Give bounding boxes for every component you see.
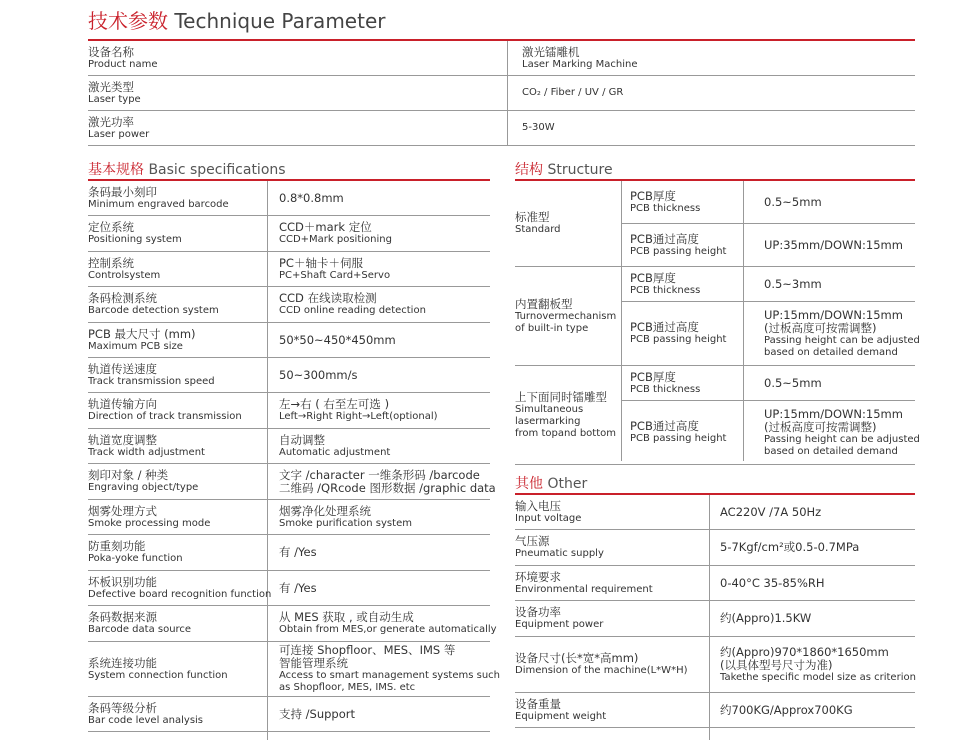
basic-label-en: Poka-yoke function xyxy=(88,553,183,564)
other-label xyxy=(515,566,653,600)
basic-row xyxy=(88,252,490,286)
other-label-en: Environmental requirement xyxy=(515,583,653,595)
basic-label xyxy=(88,535,183,570)
basic-value-1: 左→右 ( 右至左可选 ) xyxy=(279,397,390,411)
basic-heading xyxy=(88,159,286,179)
basic-label-zh: 烟雾处理方式 xyxy=(88,503,157,518)
structure-item-value xyxy=(764,366,822,400)
basic-label xyxy=(88,571,271,605)
basic-value-1: PC＋轴卡＋伺服 xyxy=(279,255,363,270)
basic-value-2: CCD online reading detection xyxy=(279,305,426,316)
basic-row xyxy=(88,571,490,605)
other-heading-zh: 其他 xyxy=(515,476,543,492)
structure-item-zh: PCB通过高度 xyxy=(630,419,699,433)
tech-bottom-rule xyxy=(88,145,915,146)
structure-item-label xyxy=(630,267,700,301)
tech-value: 5-30W xyxy=(522,122,555,133)
basic-value xyxy=(279,323,396,357)
structure-value-note: Passing height can be adjusted xyxy=(764,334,920,346)
tech-value-en: Laser Marking Machine xyxy=(522,58,638,70)
basic-label xyxy=(88,642,228,696)
structure-value-note: based on detailed demand xyxy=(764,445,898,457)
basic-label-zh: 条码等级分析 xyxy=(88,700,157,715)
basic-value-2: 二维码 /QRcode 图形数据 /graphic data xyxy=(279,480,496,495)
structure-value-line: (过板高度可按需调整) xyxy=(764,320,877,335)
basic-value-2: Automatic adjustment xyxy=(279,446,391,458)
basic-value xyxy=(279,287,426,322)
basic-label-en: Maximum PCB size xyxy=(88,340,183,352)
basic-label-zh: 系统连接功能 xyxy=(88,655,157,670)
other-label xyxy=(515,495,581,529)
structure-group-label xyxy=(515,366,616,464)
other-value-note: Takethe specific model size as criterion xyxy=(720,671,916,683)
other-label xyxy=(515,601,603,636)
basic-heading-en: Basic specifications xyxy=(148,162,286,178)
structure-item-en: PCB thickness xyxy=(630,284,701,296)
basic-value-1: 可连接 Shopfloor、MES、IMS 等 xyxy=(279,643,456,657)
basic-label xyxy=(88,358,215,392)
basic-label-en: Engraving object/type xyxy=(88,482,199,493)
other-row xyxy=(515,566,915,600)
structure-item-en: PCB thickness xyxy=(630,383,701,395)
basic-label xyxy=(88,216,182,251)
basic-label-en: Track transmission speed xyxy=(88,375,215,387)
other-row xyxy=(515,601,915,636)
basic-label-zh: 条码检测系统 xyxy=(88,291,157,305)
basic-label-zh: 刻印对象 / 种类 xyxy=(88,468,169,482)
structure-item-zh: PCB厚度 xyxy=(630,369,676,384)
other-value xyxy=(720,637,916,692)
basic-bottom-rule xyxy=(88,731,490,732)
structure-item-value xyxy=(764,302,920,365)
basic-heading-zh: 基本规格 xyxy=(88,162,144,178)
basic-value-2: CCD+Mark positioning xyxy=(279,234,392,245)
basic-value xyxy=(279,642,500,696)
basic-value xyxy=(279,535,317,570)
row-divider xyxy=(515,727,915,728)
tech-label-en: Product name xyxy=(88,58,158,70)
other-value-line: 约700KG/Approx700KG xyxy=(720,702,853,717)
structure-value-line: UP:15mm/DOWN:15mm xyxy=(764,307,903,322)
structure-item-en: PCB thickness xyxy=(630,202,701,214)
structure-group-zh: 标准型 xyxy=(515,210,550,224)
basic-label xyxy=(88,464,198,499)
other-value-line: (以具体型号尺寸为准) xyxy=(720,657,833,672)
basic-label xyxy=(88,606,191,641)
basic-label-en: Direction of track transmission xyxy=(88,411,242,422)
basic-value-2: Left→Right Right→Left(optional) xyxy=(279,411,438,422)
other-label-zh: 设备功率 xyxy=(515,605,561,619)
basic-value-1: 文字 /character 一维条形码 /barcode xyxy=(279,467,480,482)
basic-label-zh: 防重刻功能 xyxy=(88,539,146,553)
basic-value-1: 50*50~450*450mm xyxy=(279,332,396,347)
structure-group-en: Turnovermechanism xyxy=(515,310,617,322)
basic-row xyxy=(88,181,490,215)
tech-label-en: Laser power xyxy=(88,128,150,140)
basic-row xyxy=(88,216,490,251)
structure-heading-en: Structure xyxy=(547,162,613,178)
tech-label-en: Laser type xyxy=(88,93,141,105)
tech-row-laser-type xyxy=(88,76,915,110)
basic-value-1: 烟雾净化处理系统 xyxy=(279,503,371,518)
other-value-line: 约(Appro)970*1860*1650mm xyxy=(720,644,889,659)
basic-row xyxy=(88,500,490,534)
other-row xyxy=(515,530,915,565)
basic-label-zh: 坏板识别功能 xyxy=(88,574,157,589)
structure-item-en: PCB passing height xyxy=(630,334,727,345)
basic-value xyxy=(279,358,358,392)
other-value xyxy=(720,566,825,600)
other-row xyxy=(515,693,915,727)
other-label-en: Dimension of the machine(L*W*H) xyxy=(515,665,688,676)
basic-label xyxy=(88,181,229,215)
structure-item-value xyxy=(764,267,822,301)
basic-label-en: Controlsystem xyxy=(88,269,161,281)
structure-item-label xyxy=(630,181,700,223)
basic-label-en: Barcode data source xyxy=(88,624,192,635)
basic-label-zh: 轨道宽度调整 xyxy=(88,432,157,447)
basic-row xyxy=(88,358,490,392)
other-value-line: AC220V /7A 50Hz xyxy=(720,504,822,519)
tech-label-zh: 设备名称 xyxy=(88,44,134,59)
structure-group-en: of built-in type xyxy=(515,322,589,334)
other-label-zh: 环境要求 xyxy=(515,569,561,584)
basic-label xyxy=(88,429,205,463)
structure-value-line: 0.5~5mm xyxy=(764,375,822,390)
basic-value-1: CCD 在线读取检测 xyxy=(279,291,377,305)
basic-value xyxy=(279,252,390,286)
basic-value xyxy=(279,393,438,428)
other-value-line: 5-7Kgf/cm²或0.5-0.7MPa xyxy=(720,540,860,554)
tech-label-zh: 激光类型 xyxy=(88,79,134,94)
other-table xyxy=(515,495,915,740)
tech-label-zh: 激光功率 xyxy=(88,114,134,129)
basic-label-en: Bar code level analysis xyxy=(88,714,204,726)
basic-label-zh: 轨道传输方向 xyxy=(88,397,157,411)
structure-table xyxy=(515,181,920,461)
other-value-line: 约(Appro)1.5KW xyxy=(720,611,812,625)
basic-label-zh: 控制系统 xyxy=(88,255,134,270)
basic-label-en: Track width adjustment xyxy=(88,446,205,458)
basic-value-1: 自动调整 xyxy=(279,432,325,447)
basic-value-2: Obtain from MES,or generate automatically xyxy=(279,624,497,635)
page-title-zh: 技术参数 xyxy=(88,9,168,33)
structure-group-en: lasermarking xyxy=(515,415,581,427)
basic-row xyxy=(88,464,496,499)
structure-item-label xyxy=(630,366,700,400)
structure-value-line: 0.5~3mm xyxy=(764,276,822,291)
basic-value-1: 0.8*0.8mm xyxy=(279,190,344,205)
basic-value-1: 有 /Yes xyxy=(279,545,317,559)
structure-value-line: UP:35mm/DOWN:15mm xyxy=(764,237,903,252)
basic-label xyxy=(88,323,196,357)
basic-value xyxy=(279,216,392,251)
other-value xyxy=(720,601,811,636)
other-label xyxy=(515,637,688,692)
page-title xyxy=(88,5,385,34)
basic-label-en: System connection function xyxy=(88,669,228,681)
structure-item-label xyxy=(630,302,726,365)
basic-label-en: Defective board recognition function xyxy=(88,588,272,600)
basic-value-2: Access to smart management systems such xyxy=(279,670,501,681)
basic-row xyxy=(88,642,501,696)
other-value-line: 0-40°C 35-85%RH xyxy=(720,575,825,590)
basic-value xyxy=(279,697,355,731)
basic-row xyxy=(88,535,490,570)
tech-row-laser-power xyxy=(88,111,915,145)
basic-label-en: Minimum engraved barcode xyxy=(88,198,229,210)
basic-label-en: Barcode detection system xyxy=(88,305,219,316)
basic-row xyxy=(88,606,497,641)
structure-value-line: 0.5~5mm xyxy=(764,194,822,209)
tech-value: CO₂ / Fiber / UV / GR xyxy=(522,87,624,98)
other-heading-en: Other xyxy=(547,476,588,492)
other-label-en: Pneumatic supply xyxy=(515,548,604,559)
basic-value-2: Smoke purification system xyxy=(279,517,412,529)
structure-group-label xyxy=(515,181,561,266)
basic-value xyxy=(279,464,496,499)
tech-table xyxy=(88,41,915,145)
other-label-zh: 设备重量 xyxy=(515,696,561,711)
basic-label xyxy=(88,287,219,322)
structure-group-en: from topand bottom xyxy=(515,427,616,439)
structure-item-value xyxy=(764,181,822,223)
other-row xyxy=(515,637,915,692)
basic-value xyxy=(279,500,412,534)
basic-row xyxy=(88,287,490,322)
structure-value-note: Passing height can be adjusted xyxy=(764,433,920,445)
structure-item-label xyxy=(630,224,726,266)
group-divider xyxy=(515,464,915,465)
structure-group-en: Standard xyxy=(515,224,561,235)
basic-label-zh: 轨道传送速度 xyxy=(88,361,157,376)
structure-item-label xyxy=(630,401,726,464)
basic-value-1: 从 MES 获取 , 或自动生成 xyxy=(279,610,414,624)
structure-item-zh: PCB通过高度 xyxy=(630,231,699,246)
structure-item-value xyxy=(764,224,903,266)
structure-value-line: (过板高度可按需调整) xyxy=(764,419,877,434)
basic-row xyxy=(88,393,490,428)
tech-value-zh: 激光镭雕机 xyxy=(522,44,580,59)
other-label-en: Equipment power xyxy=(515,619,604,630)
basic-label xyxy=(88,697,203,731)
other-label xyxy=(515,530,604,565)
basic-value-1: CCD＋mark 定位 xyxy=(279,220,372,234)
structure-group-en: Simultaneous xyxy=(515,403,584,415)
other-label-zh: 设备尺寸(长*宽*高mm) xyxy=(515,651,639,665)
structure-item-zh: PCB通过高度 xyxy=(630,320,699,334)
structure-value-line: UP:15mm/DOWN:15mm xyxy=(764,406,903,421)
page-title-en: Technique Parameter xyxy=(174,9,386,33)
structure-item-en: PCB passing height xyxy=(630,245,727,257)
other-label-en: Equipment weight xyxy=(515,710,607,722)
basic-label-en: Smoke processing mode xyxy=(88,517,211,529)
basic-value xyxy=(279,429,390,463)
other-label-zh: 气压源 xyxy=(515,534,550,548)
basic-table xyxy=(88,181,501,740)
basic-label-zh: 条码数据来源 xyxy=(88,610,157,624)
basic-value-2: PC+Shaft Card+Servo xyxy=(279,269,391,281)
structure-value-note: based on detailed demand xyxy=(764,346,898,358)
basic-value xyxy=(279,571,317,605)
basic-value-1: 支持 /Support xyxy=(279,706,355,721)
other-label-zh: 输入电压 xyxy=(515,498,561,513)
basic-row xyxy=(88,697,490,731)
basic-row xyxy=(88,323,490,357)
structure-group-zh: 上下面同时镭雕型 xyxy=(515,389,607,404)
other-heading xyxy=(515,473,587,493)
basic-value-2b: as Shopfloor, MES, IMS. etc xyxy=(279,682,416,693)
structure-heading xyxy=(515,159,613,179)
basic-label xyxy=(88,393,242,428)
structure-item-en: PCB passing height xyxy=(630,433,727,444)
structure-heading-zh: 结构 xyxy=(515,162,543,178)
basic-value-1: 有 /Yes xyxy=(279,580,317,595)
other-label xyxy=(515,693,606,727)
basic-row xyxy=(88,429,490,463)
structure-item-zh: PCB厚度 xyxy=(630,188,676,203)
structure-item-zh: PCB厚度 xyxy=(630,270,676,285)
structure-group-label xyxy=(515,267,616,365)
basic-label xyxy=(88,252,160,286)
basic-value xyxy=(279,606,497,641)
structure-group-zh: 内置翻板型 xyxy=(515,296,573,311)
basic-value xyxy=(279,181,344,215)
basic-label-zh: 定位系统 xyxy=(88,220,134,234)
basic-value-1b: 智能管理系统 xyxy=(279,656,348,670)
structure-item-value xyxy=(764,401,920,464)
basic-label xyxy=(88,500,210,534)
other-value xyxy=(720,693,853,727)
other-row xyxy=(515,495,915,529)
other-label-en: Input voltage xyxy=(515,512,582,524)
basic-label-zh: PCB 最大尺寸 (mm) xyxy=(88,326,196,341)
other-value xyxy=(720,495,821,529)
basic-label-zh: 条码最小刻印 xyxy=(88,184,157,199)
basic-label-en: Positioning system xyxy=(88,234,182,245)
other-value xyxy=(720,530,859,565)
tech-row-product-name xyxy=(88,41,915,75)
basic-value-1: 50~300mm/s xyxy=(279,367,358,382)
